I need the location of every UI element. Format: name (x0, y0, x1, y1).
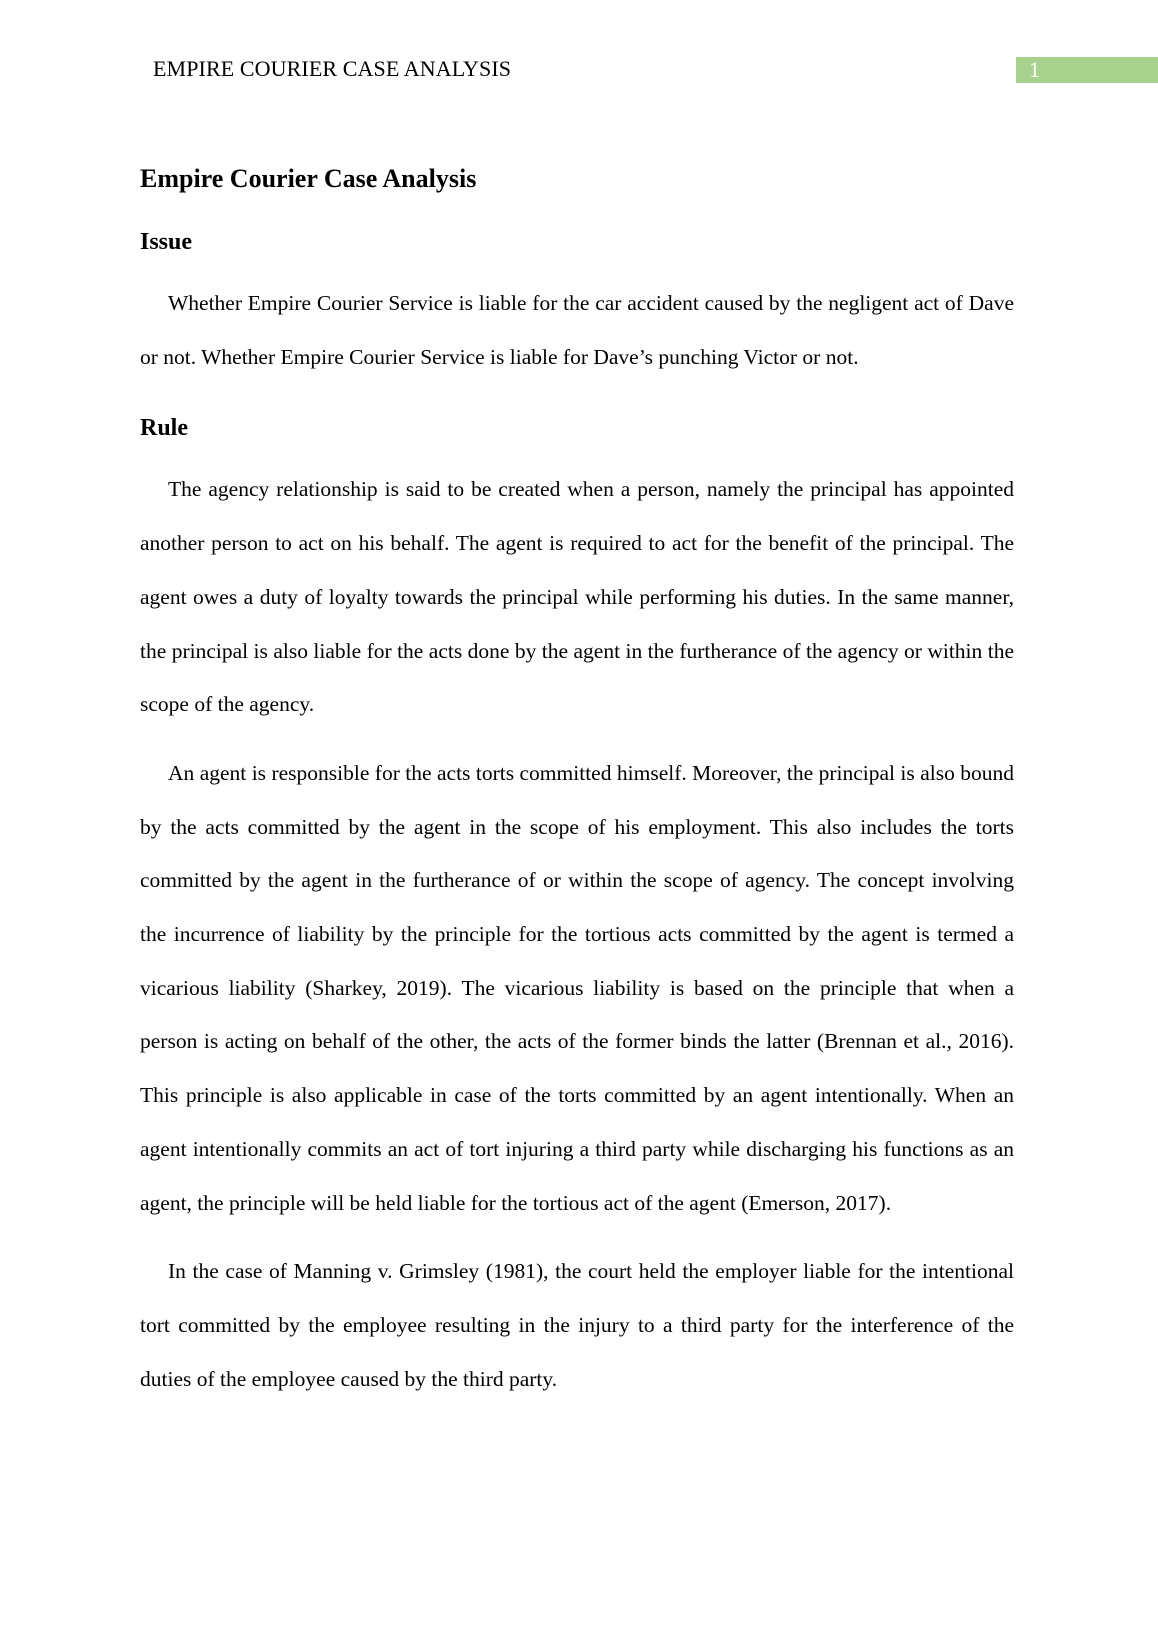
running-head: EMPIRE COURIER CASE ANALYSIS (153, 56, 512, 81)
section-heading-rule: Rule (140, 415, 188, 442)
document-body (140, 158, 1014, 1406)
rule-paragraph-vicarious-liability: An agent is responsible for the acts torts committed himself. Moreover, the principal is also bound by the acts committed by the agent in the scope of his employment. This also includes the torts committed by the agent in the furtherance of or within the scope of agency. The concept involving the incurrence of liability by the principle for the tortious acts committed by the agent is termed a vicarious liability (Sharkey, 2019). The vicarious liability is based on the principle that when a person is acting on behalf of the other, the acts of the former binds the latter (Brennan et al., 2016). This principle is also applicable in case of the torts committed by an agent intentionally. When an agent intentionally commits an act of tort injuring a third party while discharging his functions as an agent, the principle will be held liable for the tortious act of the agent (Emerson, 2017). (140, 760, 1014, 1215)
section-heading-issue: Issue (140, 229, 193, 255)
page-number-badge (1016, 57, 1158, 83)
document-title: Empire Courier Case Analysis (140, 164, 477, 193)
rule-paragraph-manning-case: In the case of Manning v. Grimsley (1981), the court held the employer liable for the intentional tort committed by the employee resulting in the injury to a third party for the interference of the duties of the employee caused by the third party. (140, 1259, 1014, 1391)
rule-paragraph-agency-relationship: The agency relationship is said to be created when a person, namely the principal has appointed another person to act on his behalf. The agent is required to act for the benefit of the principal. The agent owes a duty of loyalty towards the principal while performing his duties. In the same manner, the principal is also liable for the acts done by the agent in the furtherance of the agency or within the scope of the agency. (140, 477, 1014, 717)
issue-paragraph: Whether Empire Courier Service is liable for the car accident caused by the negligent act of Dave or not. Whether Empire Courier Service is liable for Dave’s punching Victor or not. (140, 291, 1014, 369)
page-number: 1 (1029, 57, 1040, 82)
